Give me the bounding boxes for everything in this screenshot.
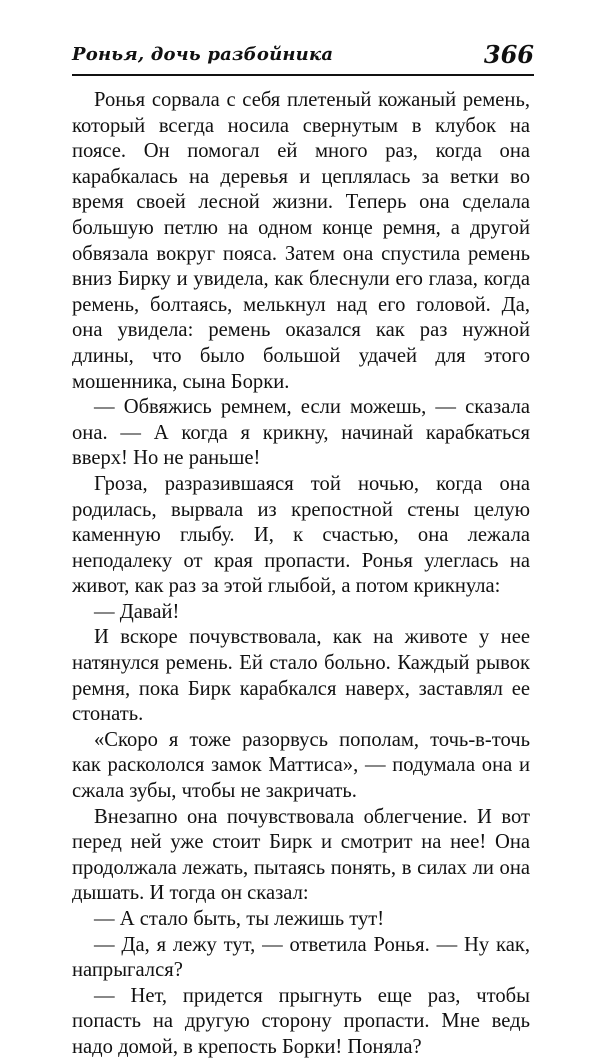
paragraph: — Обвяжись ремнем, если можешь, — сказала она. — А когда я крикну, начинай карабкаться вверх! Но не раньше! [72,396,530,470]
page-number: 366 [483,40,534,69]
paragraph: Гроза, разразившаяся той ночью, когда она родилась, вырвала из крепостной стены целую каменную глыбу. И, к счастью, она лежала неподалеку от края пропасти. Ронья улеглась на живот, как раз за этой глыбой, а потом крикнула: [72,472,530,598]
header-rule [72,74,534,76]
paragraph: «Скоро я тоже разорвусь пополам, точь-в-точь как раскололся замок Маттиса», — подумала она и сжала зубы, чтобы не закричать. [72,728,530,803]
book-title: Ронья, дочь разбойника [72,44,334,65]
paragraph: — Давай! [94,600,180,623]
paragraph: — Да, я лежу тут, — ответила Ронья. — Ну как, напрыгался? [72,933,530,982]
paragraph: Внезапно она почувствовала облегчение. И вот перед ней уже стоит Бирк и смотрит на нее! Она продолжала лежать, пытаясь понять, в силах ли она дышать. И тогда он сказал: [72,805,530,905]
running-head [72,40,534,74]
paragraph: — А стало быть, ты лежишь тут! [94,908,385,930]
paragraph: — Нет, придется прыгнуть еще раз, чтобы попасть на другую сторону пропасти. Мне ведь надо домой, в крепость Борки! Поняла? [72,984,530,1058]
paragraph: Ронья сорвала с себя плетеный кожаный ремень, который всегда носила свернутым в клубок на поясе. Он помогал ей много раз, когда она карабкалась на деревья и цеплялась за ветки во время своей лесной жизни. Теперь она сделала большую петлю на одном конце ремня, а другой обвязала вокруг пояса. Затем она спустила ремень вниз Бирку и увидела, как блеснули его глаза, когда ремень, болтаясь, мелькнул над его головой. Да, она увидела: ремень оказался как раз нужной длины, что было большой удачей для этого мошенника, сына Борки. [72,89,530,393]
paragraph: И вскоре почувствовала, как на животе у нее натянулся ремень. Ей стало больно. Каждый рывок ремня, пока Бирк карабкался наверх, заставлял ее стонать. [72,626,530,726]
text-body [72,88,530,1061]
